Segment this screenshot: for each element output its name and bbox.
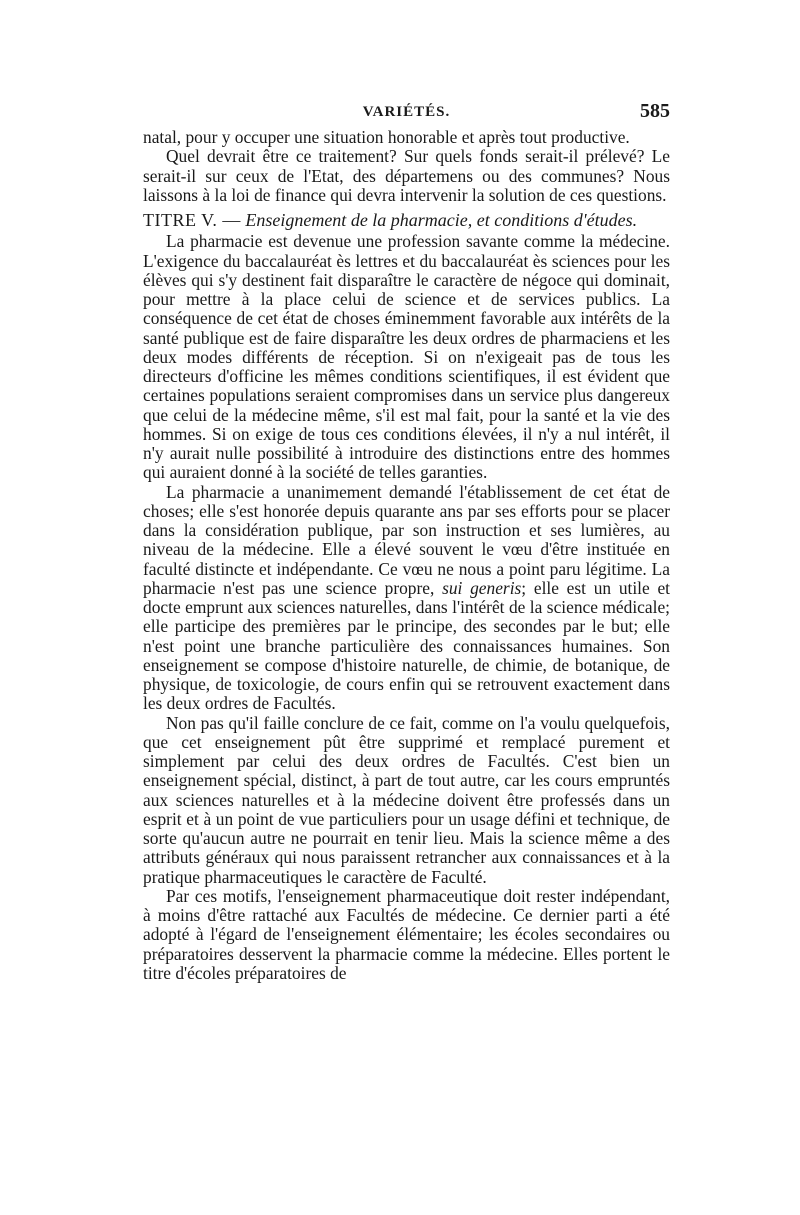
section-heading-label: TITRE V. — (143, 210, 241, 230)
running-title: VARIÉTÉS. (362, 104, 451, 120)
paragraph: Par ces motifs, l'enseignement pharmaceutique doit rester indépendant, à moins d'être rattaché aux Facultés de médecine. Ce dernier parti a été adopté à l'égard de l'enseignement élémentaire; les écoles secondaires ou préparatoires desservent la pharmacie comme la médecine. Elles portent le titre d'écoles préparatoires de (143, 885, 670, 983)
paragraph-text: La pharmacie a unanimement demandé l'établissement de cet état de choses; elle s'est honorée depuis quarante ans par ses efforts pour se placer dans la considération publique, par son instruction et ses lumières, au niveau de la médecine. Elle a élevé souvent le vœu d'être instituée en faculté distincte et indépendante. Ce vœu ne nous a point paru légitime. La pharmacie n'est pas une science propre, (143, 481, 670, 598)
paragraph: Quel devrait être ce traitement? Sur quels fonds serait-il prélevé? Le serait-il sur ceux de l'Etat, des départemens ou des communes? Nous laissons à la loi de finance qui devra intervenir la solution de ces questions. (143, 146, 670, 205)
running-head (143, 100, 670, 126)
paragraph: La pharmacie est devenue une profession savante comme la médecine. L'exigence du baccalauréat ès lettres et du baccalauréat ès sciences pour les élèves qui s'y destinent fait disparaître le caractère de négoce qui dominait, pour mettre à la place celui de science et de services publics. La conséquence de cet état de choses éminemment favorable aux intérêts de la santé publique est de faire disparaître les deux ordres de pharmaciens et les deux modes différents de réception. Si on n'exigeait pas de tous les directeurs d'officine les mêmes conditions scientifiques, il est évident que certaines populations seraient compromises dans un service plus dangereux que celui de la médecine même, s'il est mal fait, pour la santé et la vie des hommes. Si on exige de tous ces conditions élevées, il n'y a nul intérêt, il n'y aurait nulle possibilité à introduire des distinctions entre des hommes qui auraient donné à la société de telles garanties. (143, 231, 670, 483)
latin-phrase: sui generis (442, 577, 522, 598)
body-text (143, 128, 670, 983)
section-heading-title: Enseignement de la pharmacie, et conditions d'études. (245, 210, 638, 230)
paragraph (143, 483, 670, 714)
paragraph-text: ; elle est un utile et docte emprunt aux sciences naturelles, dans l'intérêt de la science médicale; elle participe des premières par le principe, des secondes par le but; elle n'est point une branche particulière des connaissances humaines. Son enseignement se compose d'histoire naturelle, de chimie, de botanique, de physique, de toxicologie, de cours enfin qui se retrouvent exactement dans les deux ordres de Facultés. (143, 577, 670, 714)
paragraph-continuation: natal, pour y occuper une situation honorable et après tout productive. (143, 127, 630, 147)
section-heading (143, 211, 670, 230)
paragraph: Non pas qu'il faille conclure de ce fait, comme on l'a voulu quelquefois, que cet enseignement pût être supprimé et remplacé purement et simplement par celui des deux ordres de Facultés. C'est bien un enseignement spécial, distinct, à part de tout autre, car les cours empruntés aux sciences naturelles et à la médecine doivent être professés dans un esprit et à un point de vue particuliers pour un usage défini et technique, de sorte qu'aucun autre ne pourrait en tenir lieu. Mais la science même a des attributs généraux qui nous paraissent retrancher aux connaissances et à la pratique pharmaceutiques le caractère de Faculté. (143, 712, 670, 887)
page-number: 585 (640, 100, 670, 122)
